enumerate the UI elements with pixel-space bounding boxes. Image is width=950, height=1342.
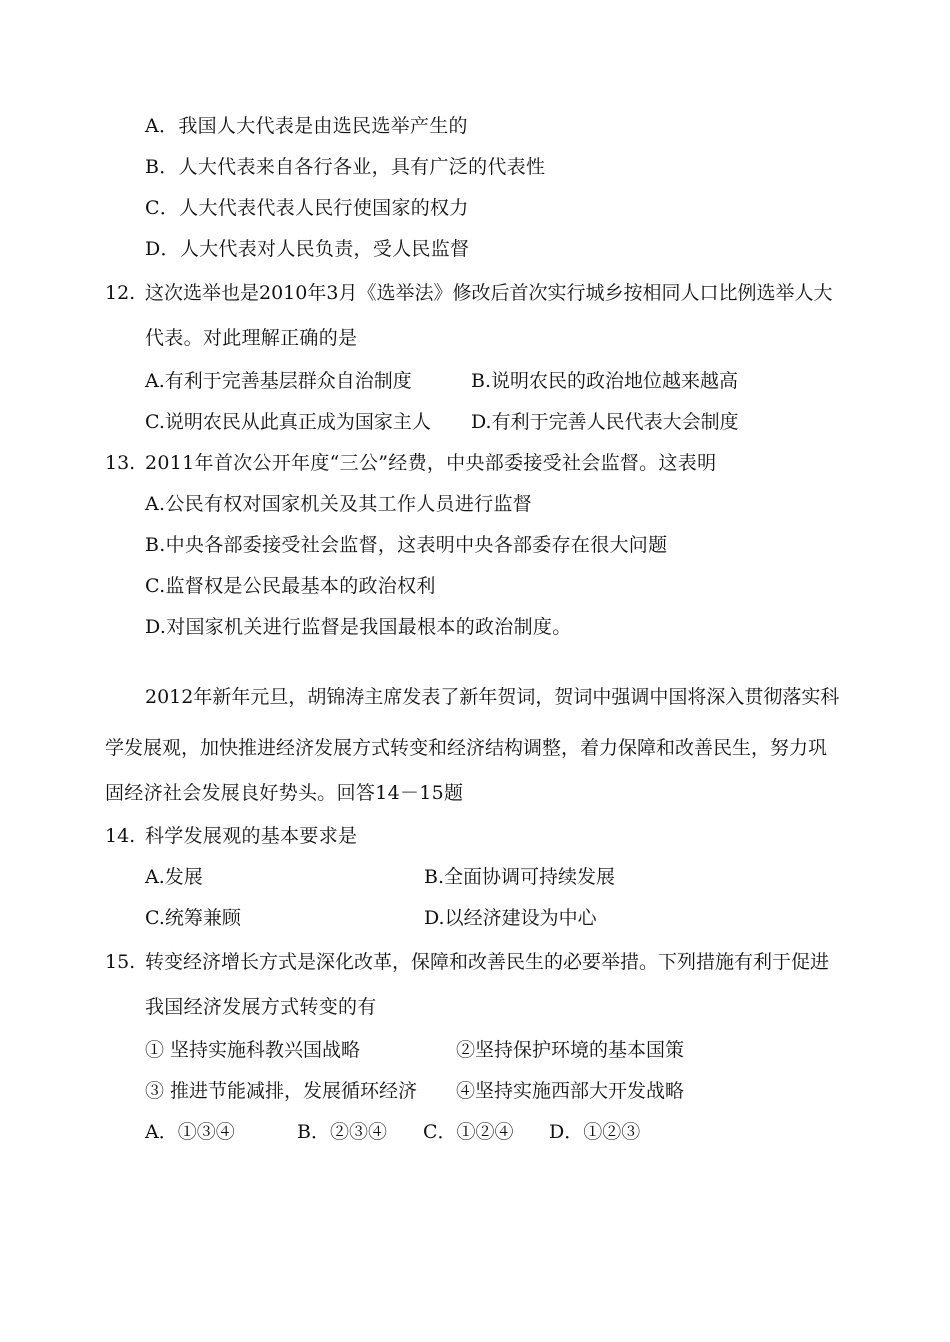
q13-option-d: D.对国家机关进行监督是我国最根本的政治制度。 xyxy=(145,616,572,638)
q15-option-a: A．①③④ xyxy=(145,1121,235,1143)
q11-option-c: C．人大代表代表人民行使国家的权力 xyxy=(145,197,469,219)
material-line3: 固经济社会发展良好势头。回答14－15题 xyxy=(105,782,464,804)
q15-stem-line1: 转变经济增长方式是深化改革，保障和改善民生的必要举措。下列措施有利于促进 xyxy=(145,951,830,973)
q15-item-4: ④坚持实施西部大开发战略 xyxy=(456,1080,685,1102)
q11-option-b: B．人大代表来自各行各业，具有广泛的代表性 xyxy=(145,156,546,178)
q15-option-c: C．①②④ xyxy=(423,1121,514,1143)
q15-stem-line2: 我国经济发展方式转变的有 xyxy=(145,996,377,1018)
q11-option-a: A．我国人大代表是由选民选举产生的 xyxy=(145,115,468,137)
q14-option-d: D.以经济建设为中心 xyxy=(424,907,597,929)
material-line1: 2012年新年元旦，胡锦涛主席发表了新年贺词，贺词中强调中国将深入贯彻落实科 xyxy=(145,686,840,708)
q12-stem-line2: 代表。对此理解正确的是 xyxy=(145,327,358,349)
q15-number: 15. xyxy=(105,951,136,973)
q12-option-d: D.有利于完善人民代表大会制度 xyxy=(471,411,739,433)
q12-option-b: B.说明农民的政治地位越来越高 xyxy=(471,370,739,392)
q15-option-d: D．①②③ xyxy=(549,1121,641,1143)
q14-option-c: C.统筹兼顾 xyxy=(145,907,241,929)
q13-option-b: B.中央各部委接受社会监督，这表明中央各部委存在很大问题 xyxy=(145,534,668,556)
q11-option-d: D．人大代表对人民负责，受人民监督 xyxy=(145,238,470,260)
q14-number: 14. xyxy=(105,825,136,847)
q14-option-b: B.全面协调可持续发展 xyxy=(424,866,616,888)
q15-item-3: ③ 推进节能减排，发展循环经济 xyxy=(145,1080,418,1102)
q15-option-b: B．②③④ xyxy=(297,1121,387,1143)
q12-stem-line1: 这次选举也是2010年3月《选举法》修改后首次实行城乡按相同人口比例选举人大 xyxy=(145,282,833,304)
q12-number: 12. xyxy=(105,282,136,304)
q15-item-1: ① 坚持实施科教兴国战略 xyxy=(145,1039,361,1061)
q14-stem: 科学发展观的基本要求是 xyxy=(145,825,358,847)
q12-option-a: A.有利于完善基层群众自治制度 xyxy=(145,370,412,392)
q15-item-2: ②坚持保护环境的基本国策 xyxy=(456,1039,685,1061)
q13-option-c: C.监督权是公民最基本的政治权利 xyxy=(145,575,436,597)
q13-option-a: A.公民有权对国家机关及其工作人员进行监督 xyxy=(145,493,533,515)
q14-option-a: A.发展 xyxy=(145,866,203,888)
q12-option-c: C.说明农民从此真正成为国家主人 xyxy=(145,411,431,433)
material-line2: 学发展观，加快推进经济发展方式转变和经济结构调整，着力保障和改善民生，努力巩 xyxy=(105,737,828,759)
q13-stem: 2011年首次公开年度“三公”经费，中央部委接受社会监督。这表明 xyxy=(145,452,717,474)
q13-number: 13. xyxy=(105,452,136,474)
